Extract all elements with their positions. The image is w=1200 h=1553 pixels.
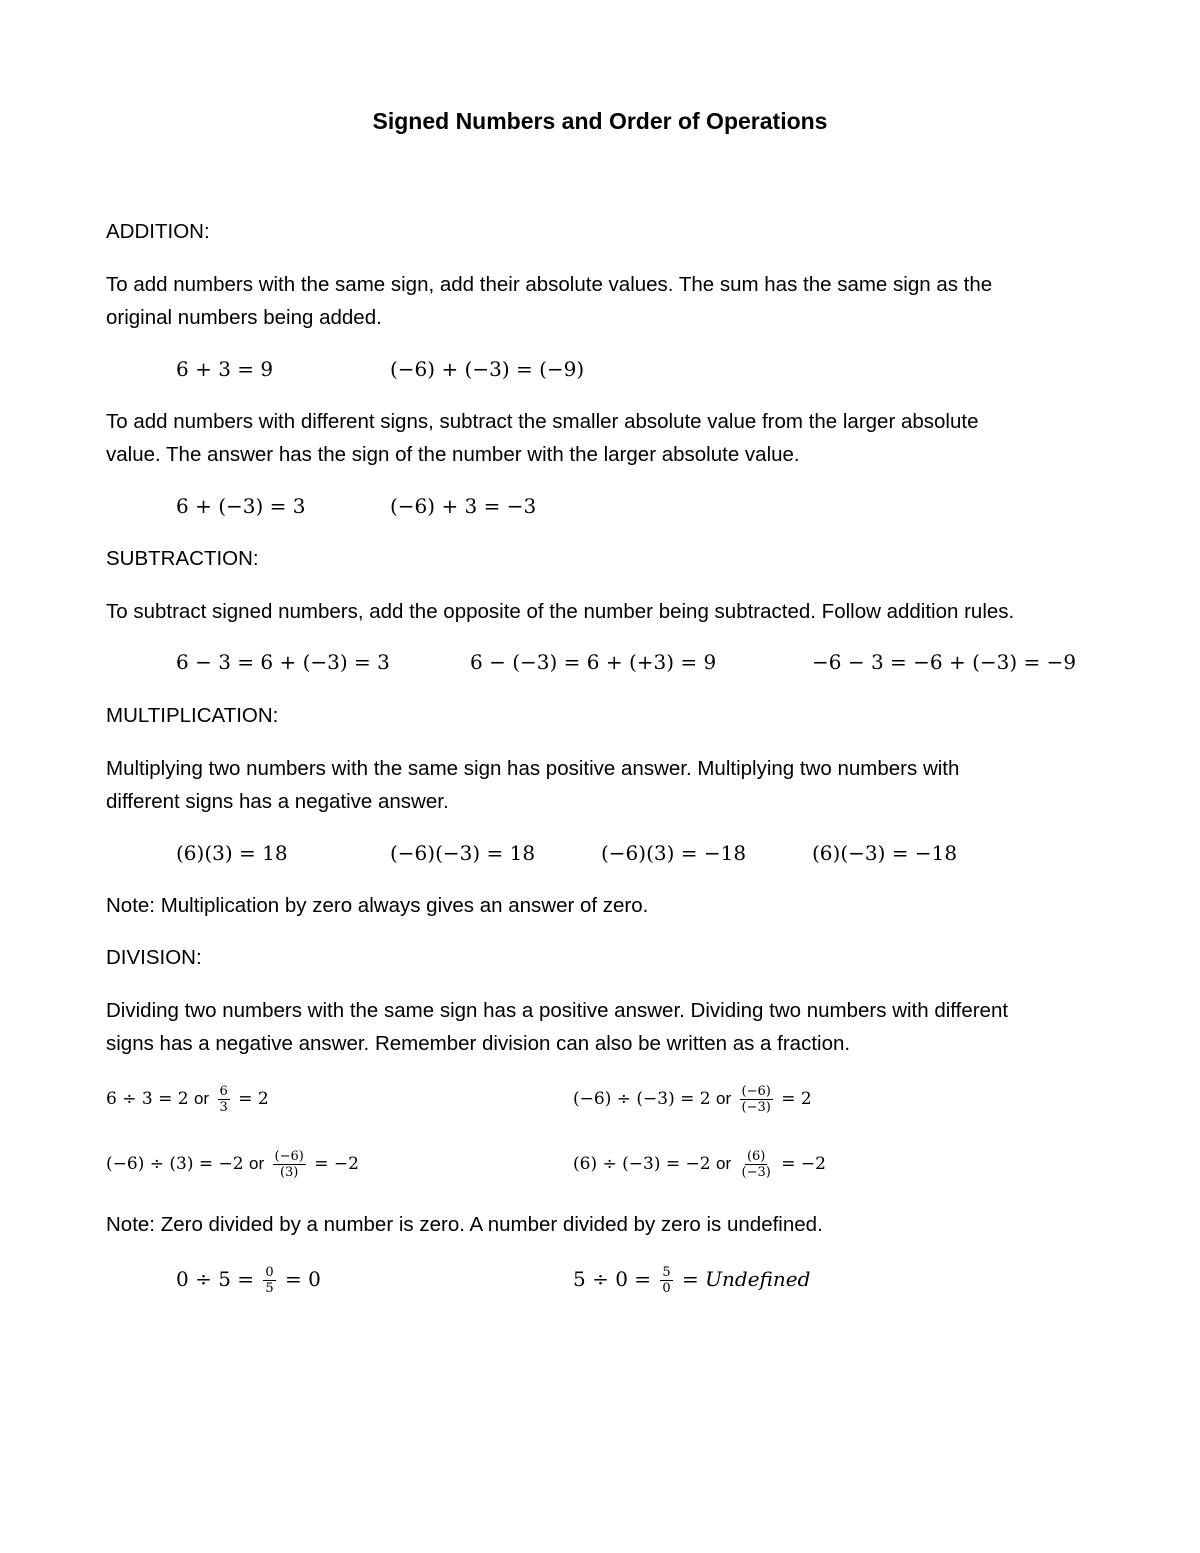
- division-example-2-left: (−6) ÷ (−3) = 2: [573, 1089, 711, 1109]
- division-example-2-or: or: [715, 1089, 732, 1108]
- fraction-numerator: (6): [746, 1149, 766, 1164]
- division-example-5-fraction: [263, 1266, 275, 1295]
- division-example-4: [573, 1150, 826, 1179]
- division-example-4-or: or: [715, 1154, 732, 1173]
- fraction-denominator: 3: [219, 1100, 228, 1115]
- fraction-denominator: 5: [265, 1281, 274, 1296]
- division-heading: DIVISION:: [106, 946, 202, 969]
- multiplication-example-2: (−6)(−3) = 18: [390, 841, 536, 865]
- subtraction-rule: To subtract signed numbers, add the opposite of the number being subtracted. Follow addition rules.: [106, 600, 1015, 623]
- division-example-3-fraction: [273, 1150, 306, 1179]
- division-example-6-right: =: [682, 1267, 706, 1291]
- multiplication-rule-line-1: Multiplying two numbers with the same sign has positive answer. Multiplying two numbers with: [106, 757, 960, 780]
- multiplication-heading: MULTIPLICATION:: [106, 704, 279, 727]
- addition-example-4: (−6) + 3 = −3: [390, 494, 537, 518]
- addition-example-3: 6 + (−3) = 3: [176, 494, 306, 518]
- division-example-2-right: = 2: [781, 1089, 812, 1109]
- multiplication-example-4: (6)(−3) = −18: [812, 841, 958, 865]
- division-example-3-left: (−6) ÷ (3) = −2: [106, 1154, 244, 1174]
- division-example-2-fraction: [740, 1085, 773, 1114]
- division-example-3: [106, 1150, 359, 1179]
- division-example-3-or: or: [248, 1154, 265, 1173]
- addition-rule-1-line-1: To add numbers with the same sign, add their absolute values. The sum has the same sign as the: [106, 273, 993, 296]
- division-example-4-right: = −2: [781, 1154, 826, 1174]
- division-example-1-fraction: [218, 1085, 230, 1114]
- subtraction-example-3: −6 − 3 = −6 + (−3) = −9: [812, 650, 1077, 674]
- division-rule-line-2: signs has a negative answer. Remember division can also be written as a fraction.: [106, 1032, 851, 1055]
- subtraction-example-1: 6 − 3 = 6 + (−3) = 3: [176, 650, 390, 674]
- addition-heading: ADDITION:: [106, 220, 210, 243]
- division-example-1: [106, 1085, 269, 1114]
- division-example-1-right: = 2: [238, 1089, 269, 1109]
- division-example-2: [573, 1085, 812, 1114]
- multiplication-note: Note: Multiplication by zero always gives an answer of zero.: [106, 894, 649, 917]
- multiplication-example-1: (6)(3) = 18: [176, 841, 288, 865]
- addition-rule-2-line-2: value. The answer has the sign of the number with the larger absolute value.: [106, 443, 800, 466]
- fraction-denominator: 0: [662, 1281, 671, 1296]
- multiplication-rule-line-2: different signs has a negative answer.: [106, 790, 449, 813]
- fraction-denominator: (−3): [741, 1100, 771, 1115]
- division-example-4-fraction: [740, 1150, 773, 1179]
- page-title: Signed Numbers and Order of Operations: [372, 108, 828, 134]
- fraction-denominator: (−3): [741, 1165, 771, 1180]
- fraction-denominator: (3): [279, 1165, 299, 1180]
- undefined-word: Undefined: [705, 1267, 811, 1291]
- division-example-3-right: = −2: [314, 1154, 359, 1174]
- division-example-5-right: = 0: [285, 1267, 321, 1291]
- multiplication-example-3: (−6)(3) = −18: [601, 841, 747, 865]
- addition-example-1: 6 + 3 = 9: [176, 357, 274, 381]
- division-example-6: [573, 1266, 810, 1295]
- fraction-numerator: 6: [219, 1084, 228, 1099]
- division-example-4-left: (6) ÷ (−3) = −2: [573, 1154, 711, 1174]
- division-example-6-left: 5 ÷ 0 =: [573, 1267, 652, 1291]
- division-example-6-fraction: [660, 1266, 672, 1295]
- division-example-1-left: 6 ÷ 3 = 2: [106, 1089, 189, 1109]
- fraction-numerator: 0: [265, 1265, 274, 1280]
- fraction-numerator: (−6): [274, 1149, 304, 1164]
- subtraction-heading: SUBTRACTION:: [106, 547, 259, 570]
- addition-example-2: (−6) + (−3) = (−9): [390, 357, 585, 381]
- fraction-numerator: (−6): [741, 1084, 771, 1099]
- fraction-numerator: 5: [662, 1265, 671, 1280]
- addition-rule-1-line-2: original numbers being added.: [106, 306, 382, 329]
- division-example-1-or: or: [193, 1089, 210, 1108]
- division-example-5-left: 0 ÷ 5 =: [176, 1267, 255, 1291]
- division-note: Note: Zero divided by a number is zero. A number divided by zero is undefined.: [106, 1213, 823, 1236]
- addition-rule-2-line-1: To add numbers with different signs, subtract the smaller absolute value from the larger absolute: [106, 410, 979, 433]
- division-rule-line-1: Dividing two numbers with the same sign has a positive answer. Dividing two numbers with different: [106, 999, 1009, 1022]
- subtraction-example-2: 6 − (−3) = 6 + (+3) = 9: [470, 650, 717, 674]
- division-example-5: [176, 1266, 321, 1295]
